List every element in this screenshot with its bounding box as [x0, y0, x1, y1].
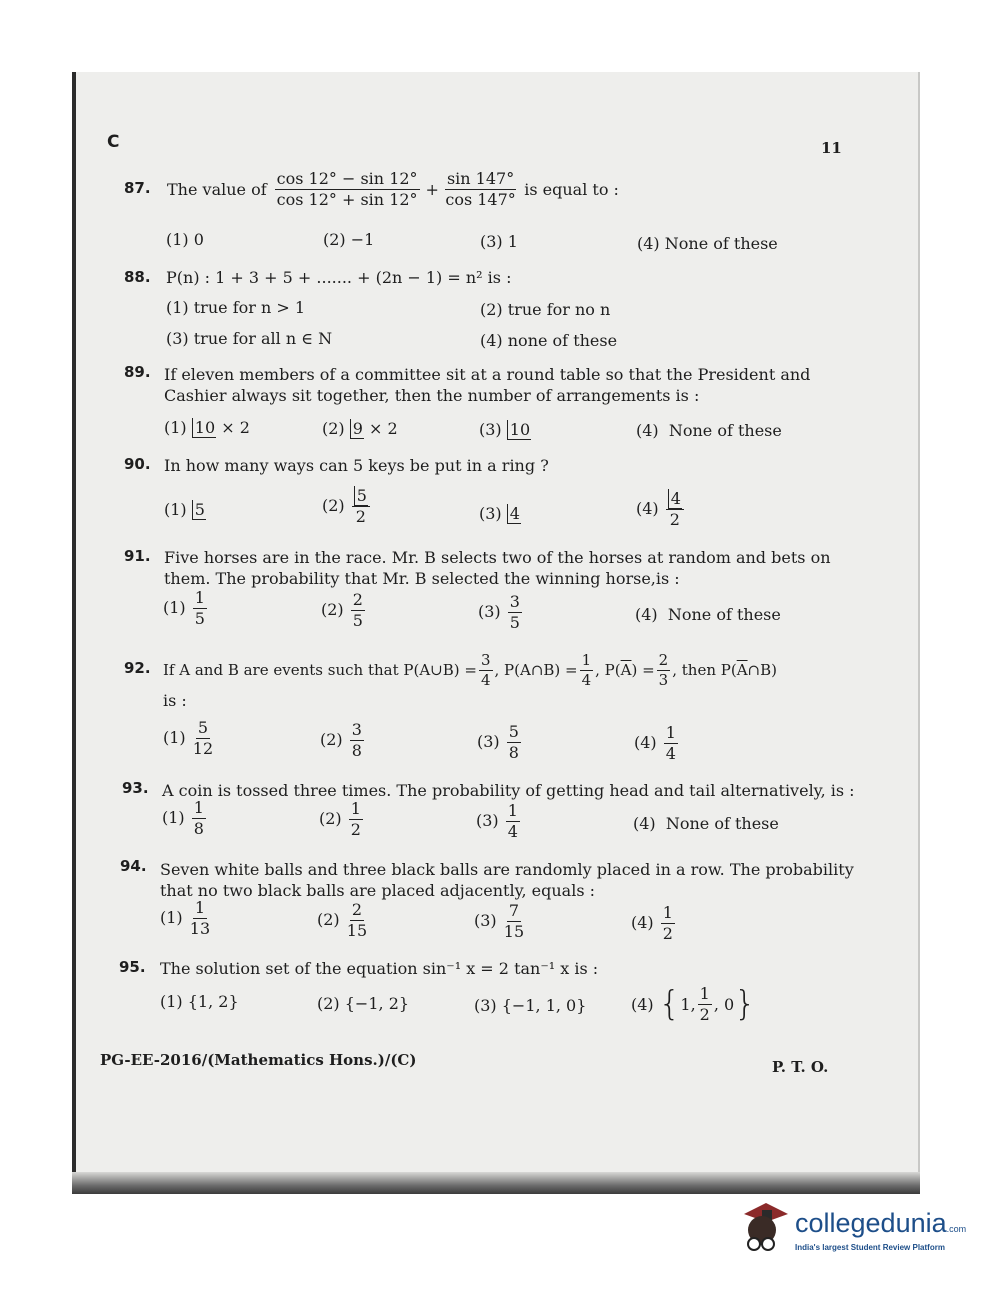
logo-tagline: India's largest Student Review Platform: [795, 1243, 945, 1252]
logo-wordmark: collegedunia.com: [795, 1208, 967, 1238]
q89-option-1[interactable]: (1) 10 × 2: [164, 418, 250, 437]
q87-option-4[interactable]: (4) None of these: [637, 234, 778, 253]
q92-option-1[interactable]: (1) $\frac{5}{12}$: [163, 718, 214, 758]
question-89-line-2: Cashier always sit together, then the number of arrangements is :: [164, 386, 700, 405]
q90-option-3[interactable]: (3) 4: [479, 504, 520, 523]
scan-edge-bottom: [72, 1172, 920, 1194]
q91-option-3[interactable]: (3) $\frac{3}{5}$: [478, 592, 520, 632]
q91-option-2[interactable]: (2) $\frac{2}{5}$: [321, 590, 363, 630]
q88-option-3[interactable]: (3) true for all n ∈ N: [166, 329, 333, 348]
q88-option-1[interactable]: (1) true for n > 1: [166, 298, 306, 317]
question-number-91: 91.: [124, 547, 151, 565]
question-92-line-2: is :: [163, 691, 187, 710]
q87-option-2[interactable]: (2) −1: [323, 230, 375, 249]
question-94-line-2: that no two black balls are placed adjacently, equals :: [160, 881, 596, 900]
q92-option-3[interactable]: (3) $\frac{5}{8}$: [477, 722, 519, 762]
q95-option-1[interactable]: (1) {1, 2}: [160, 992, 239, 1011]
q91-option-1[interactable]: (1) $\frac{1}{5}$: [163, 588, 205, 628]
q88-option-2[interactable]: (2) true for no n: [480, 300, 611, 319]
question-90: In how many ways can 5 keys be put in a ring ?: [164, 456, 549, 475]
q87-post: is equal to :: [524, 179, 619, 199]
q93-option-2[interactable]: (2) $\frac{1}{2}$: [319, 799, 361, 839]
question-93: A coin is tossed three times. The probability of getting head and tail alternatively, is :: [162, 781, 855, 800]
question-91-line-1: Five horses are in the race. Mr. B selects two of the horses at random and bets on: [164, 548, 831, 567]
page-number: 11: [821, 139, 842, 157]
q93-option-1[interactable]: (1) $\frac{1}{8}$: [162, 798, 204, 838]
question-number-89: 89.: [124, 363, 151, 381]
q94-option-3[interactable]: (3) $\frac{7}{15}$: [474, 901, 525, 941]
question-number-95: 95.: [119, 958, 146, 976]
q94-option-1[interactable]: (1) $\frac{1}{13}$: [160, 898, 211, 938]
q90-option-1[interactable]: (1) 5: [164, 500, 205, 519]
q95-option-3[interactable]: (3) {−1, 1, 0}: [474, 996, 587, 1015]
q90-option-4[interactable]: (4) $\frac{4}{2}$: [636, 491, 686, 528]
q89-option-2[interactable]: (2) 9 × 2: [322, 419, 398, 438]
q93-option-4[interactable]: (4) None of these: [633, 814, 779, 833]
q90-option-2[interactable]: (2) $\frac{5}{2}$: [322, 488, 372, 525]
q87-fraction-1: cos 12° − sin 12° cos 12° + sin 12°: [276, 168, 418, 209]
paper-code: PG-EE-2016/(Mathematics Hons.)/(C): [100, 1051, 417, 1069]
question-number-94: 94.: [120, 857, 147, 875]
q87-option-1[interactable]: (1) 0: [166, 230, 204, 249]
q88-option-4[interactable]: (4) none of these: [480, 331, 618, 350]
pto-note: P. T. O.: [772, 1058, 829, 1076]
scan-edge-left: [72, 72, 76, 1192]
question-number-88: 88.: [124, 268, 151, 286]
question-88: P(n) : 1 + 3 + 5 + ....... + (2n − 1) = n² is :: [166, 268, 512, 287]
q89-option-3[interactable]: (3) 10: [479, 420, 531, 439]
q89-option-4[interactable]: (4) None of these: [636, 421, 782, 440]
question-87: [167, 164, 619, 214]
question-89-line-1: If eleven members of a committee sit at a round table so that the President and: [164, 365, 811, 384]
question-94-line-1: Seven white balls and three black balls are randomly placed in a row. The probability: [160, 860, 854, 879]
question-number-93: 93.: [122, 779, 149, 797]
question-number-92: 92.: [124, 659, 151, 677]
q94-option-4[interactable]: (4) $\frac{1}{2}$: [631, 903, 673, 943]
question-95: The solution set of the equation sin⁻¹ x = 2 tan⁻¹ x is :: [160, 959, 599, 978]
question-91-line-2: them. The probability that Mr. B selected the winning horse,is :: [164, 569, 680, 588]
q87-fraction-2: $\frac{\sin 147^\circ}{\cos 147^\circ}$: [445, 168, 516, 209]
q91-option-4[interactable]: (4) None of these: [635, 605, 781, 624]
scan-edge-right: [918, 72, 920, 1182]
q87-pre: The value of: [167, 179, 267, 199]
q93-option-3[interactable]: (3) $\frac{1}{4}$: [476, 801, 518, 841]
q92-option-4[interactable]: (4) $\frac{1}{4}$: [634, 723, 676, 763]
q92-option-2[interactable]: (2) $\frac{3}{8}$: [320, 720, 362, 760]
q94-option-2[interactable]: (2) $\frac{2}{15}$: [317, 900, 368, 940]
question-92: If A and B are events such that P(A∪B) = $\frac{3}{4}$ , P(A∩B) = $\frac{1}{4}$ , P( $\overline{A}$ ) = $\frac{2}{3}$ , then P( $\overline{A}$ ∩B): [163, 650, 777, 689]
q95-option-2[interactable]: (2) {−1, 2}: [317, 994, 410, 1013]
question-number-90: 90.: [124, 455, 151, 473]
question-number-87: 87.: [124, 179, 151, 197]
q95-option-4[interactable]: (4) { 1, 1 2 , 0 }: [631, 983, 756, 1024]
q87-option-3[interactable]: (3) 1: [480, 232, 518, 251]
q87-plus: +: [425, 179, 439, 199]
series-letter: C: [107, 132, 120, 152]
